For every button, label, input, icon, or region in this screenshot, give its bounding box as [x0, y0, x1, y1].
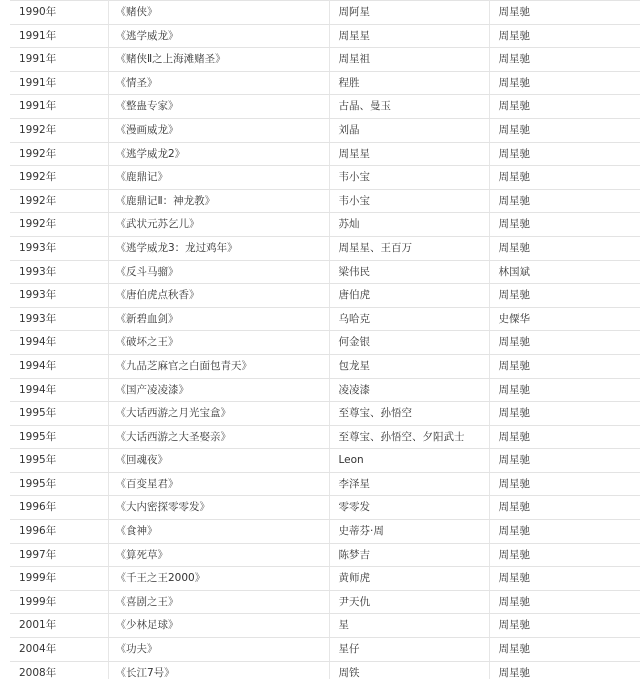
- director-cell: 周星驰: [489, 638, 640, 662]
- director-cell: 周星驰: [489, 378, 640, 402]
- table-row: [10, 449, 640, 473]
- year-cell: 1992年: [10, 142, 108, 166]
- table-row: [10, 24, 640, 48]
- role-cell: 黄师虎: [329, 567, 489, 591]
- table-row: [10, 260, 640, 284]
- director-cell: 史僳华: [489, 307, 640, 331]
- director-cell: 周星驰: [489, 48, 640, 72]
- table-row: [10, 614, 640, 638]
- role-cell: 至尊宝、孙悟空: [329, 402, 489, 426]
- director-cell: 周星驰: [489, 590, 640, 614]
- table-row: [10, 142, 640, 166]
- director-cell: 周星驰: [489, 496, 640, 520]
- table-row: [10, 638, 640, 662]
- year-cell: 1991年: [10, 48, 108, 72]
- filmography-table: [10, 0, 640, 679]
- director-cell: 周星驰: [489, 118, 640, 142]
- director-cell: 周星驰: [489, 331, 640, 355]
- director-cell: 林国斌: [489, 260, 640, 284]
- title-cell: 《武状元苏乞儿》: [108, 213, 329, 237]
- title-cell: 《喜剧之王》: [108, 590, 329, 614]
- role-cell: Leon: [329, 449, 489, 473]
- table-row: [10, 284, 640, 308]
- table-row: [10, 331, 640, 355]
- title-cell: 《国产凌凌漆》: [108, 378, 329, 402]
- year-cell: 1996年: [10, 520, 108, 544]
- title-cell: 《少林足球》: [108, 614, 329, 638]
- title-cell: 《千王之王2000》: [108, 567, 329, 591]
- title-cell: 《赌侠Ⅱ之上海滩赌圣》: [108, 48, 329, 72]
- director-cell: 周星驰: [489, 236, 640, 260]
- role-cell: 苏灿: [329, 213, 489, 237]
- director-cell: 周星驰: [489, 1, 640, 25]
- table-row: [10, 95, 640, 119]
- year-cell: 1999年: [10, 567, 108, 591]
- role-cell: 梁伟民: [329, 260, 489, 284]
- year-cell: 1995年: [10, 402, 108, 426]
- title-cell: 《逃学威龙》: [108, 24, 329, 48]
- director-cell: 周星驰: [489, 614, 640, 638]
- table-row: [10, 567, 640, 591]
- year-cell: 2008年: [10, 661, 108, 679]
- table-row: [10, 48, 640, 72]
- role-cell: 星仔: [329, 638, 489, 662]
- director-cell: 周星驰: [489, 284, 640, 308]
- director-cell: 周星驰: [489, 354, 640, 378]
- table-row: [10, 1, 640, 25]
- table-row: [10, 71, 640, 95]
- title-cell: 《算死草》: [108, 543, 329, 567]
- title-cell: 《大话西游之月光宝盒》: [108, 402, 329, 426]
- role-cell: 周星星: [329, 142, 489, 166]
- table-row: [10, 472, 640, 496]
- role-cell: 尹天仇: [329, 590, 489, 614]
- role-cell: 凌凌漆: [329, 378, 489, 402]
- year-cell: 1993年: [10, 284, 108, 308]
- year-cell: 1992年: [10, 166, 108, 190]
- year-cell: 1994年: [10, 378, 108, 402]
- table-row: [10, 661, 640, 679]
- year-cell: 2001年: [10, 614, 108, 638]
- title-cell: 《大话西游之大圣娶亲》: [108, 425, 329, 449]
- title-cell: 《整蛊专家》: [108, 95, 329, 119]
- title-cell: 《鹿鼎记》: [108, 166, 329, 190]
- role-cell: 古晶、曼玉: [329, 95, 489, 119]
- table-row: [10, 166, 640, 190]
- director-cell: 周星驰: [489, 166, 640, 190]
- year-cell: 1992年: [10, 189, 108, 213]
- table-row: [10, 213, 640, 237]
- year-cell: 1994年: [10, 331, 108, 355]
- role-cell: 周阿星: [329, 1, 489, 25]
- title-cell: 《破坏之王》: [108, 331, 329, 355]
- table-row: [10, 189, 640, 213]
- table-row: [10, 402, 640, 426]
- role-cell: 陈梦吉: [329, 543, 489, 567]
- year-cell: 1999年: [10, 590, 108, 614]
- year-cell: 1991年: [10, 71, 108, 95]
- year-cell: 1995年: [10, 472, 108, 496]
- role-cell: 韦小宝: [329, 189, 489, 213]
- year-cell: 1992年: [10, 213, 108, 237]
- title-cell: 《鹿鼎记Ⅱ：神龙教》: [108, 189, 329, 213]
- table-row: [10, 378, 640, 402]
- title-cell: 《百变星君》: [108, 472, 329, 496]
- table-row: [10, 520, 640, 544]
- role-cell: 唐伯虎: [329, 284, 489, 308]
- title-cell: 《长江7号》: [108, 661, 329, 679]
- director-cell: 周星驰: [489, 472, 640, 496]
- director-cell: 周星驰: [489, 425, 640, 449]
- director-cell: 周星驰: [489, 567, 640, 591]
- role-cell: 周星祖: [329, 48, 489, 72]
- title-cell: 《食神》: [108, 520, 329, 544]
- role-cell: 史蒂芬·周: [329, 520, 489, 544]
- role-cell: 周星星、王百万: [329, 236, 489, 260]
- title-cell: 《回魂夜》: [108, 449, 329, 473]
- table-row: [10, 590, 640, 614]
- role-cell: 程胜: [329, 71, 489, 95]
- director-cell: 周星驰: [489, 520, 640, 544]
- table-row: [10, 354, 640, 378]
- role-cell: 周星星: [329, 24, 489, 48]
- year-cell: 1995年: [10, 449, 108, 473]
- role-cell: 何金银: [329, 331, 489, 355]
- director-cell: 周星驰: [489, 71, 640, 95]
- title-cell: 《赌侠》: [108, 1, 329, 25]
- title-cell: 《九品芝麻官之白面包青天》: [108, 354, 329, 378]
- director-cell: 周星驰: [489, 402, 640, 426]
- title-cell: 《反斗马骝》: [108, 260, 329, 284]
- director-cell: 周星驰: [489, 95, 640, 119]
- table-row: [10, 543, 640, 567]
- table-row: [10, 496, 640, 520]
- title-cell: 《新碧血剑》: [108, 307, 329, 331]
- role-cell: 韦小宝: [329, 166, 489, 190]
- year-cell: 1991年: [10, 24, 108, 48]
- year-cell: 1995年: [10, 425, 108, 449]
- year-cell: 1993年: [10, 307, 108, 331]
- role-cell: 李泽星: [329, 472, 489, 496]
- director-cell: 周星驰: [489, 189, 640, 213]
- table-row: [10, 236, 640, 260]
- director-cell: 周星驰: [489, 213, 640, 237]
- year-cell: 1993年: [10, 236, 108, 260]
- year-cell: 1990年: [10, 1, 108, 25]
- table-row: [10, 425, 640, 449]
- role-cell: 零零发: [329, 496, 489, 520]
- filmography-rows: [10, 1, 640, 679]
- title-cell: 《情圣》: [108, 71, 329, 95]
- role-cell: 乌哈克: [329, 307, 489, 331]
- role-cell: 周铁: [329, 661, 489, 679]
- role-cell: 至尊宝、孙悟空、夕阳武士: [329, 425, 489, 449]
- role-cell: 刘晶: [329, 118, 489, 142]
- year-cell: 2004年: [10, 638, 108, 662]
- director-cell: 周星驰: [489, 142, 640, 166]
- year-cell: 1996年: [10, 496, 108, 520]
- year-cell: 1992年: [10, 118, 108, 142]
- director-cell: 周星驰: [489, 543, 640, 567]
- role-cell: 包龙星: [329, 354, 489, 378]
- title-cell: 《逃学威龙3：龙过鸡年》: [108, 236, 329, 260]
- title-cell: 《漫画威龙》: [108, 118, 329, 142]
- title-cell: 《逃学威龙2》: [108, 142, 329, 166]
- year-cell: 1997年: [10, 543, 108, 567]
- director-cell: 周星驰: [489, 661, 640, 679]
- title-cell: 《大内密探零零发》: [108, 496, 329, 520]
- title-cell: 《唐伯虎点秋香》: [108, 284, 329, 308]
- director-cell: 周星驰: [489, 24, 640, 48]
- year-cell: 1993年: [10, 260, 108, 284]
- table-row: [10, 118, 640, 142]
- role-cell: 星: [329, 614, 489, 638]
- year-cell: 1991年: [10, 95, 108, 119]
- title-cell: 《功夫》: [108, 638, 329, 662]
- table-row: [10, 307, 640, 331]
- year-cell: 1994年: [10, 354, 108, 378]
- director-cell: 周星驰: [489, 449, 640, 473]
